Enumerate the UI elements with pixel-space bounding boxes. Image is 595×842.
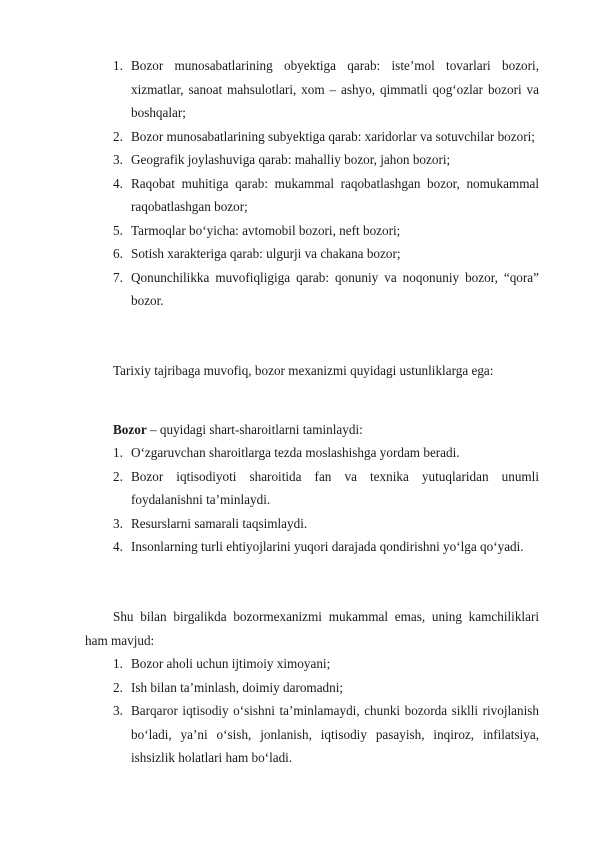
list-item-text: Bozor munosabatlarining subyektiga qarab: xaridorlar va sotuvchilar bozori;: [131, 128, 535, 144]
list-item-text: Ish bilan ta’minlash, doimiy daromadni;: [131, 679, 344, 695]
list-number: 1.: [113, 58, 123, 73]
list-item: [113, 242, 539, 266]
list-item: [113, 266, 539, 313]
advantages-intro-paragraph: Tarixiy tajribaga muvofiq, bozor mexanizmi quyidagi ustunliklarga ega:: [113, 363, 494, 378]
list-number: 7.: [113, 269, 123, 285]
list-item: [113, 148, 539, 172]
list-item: [113, 125, 539, 149]
list-item-text: Sotish xarakteriga qarab: ulgurji va chakana bozor;: [131, 246, 401, 261]
list-number: 2.: [113, 468, 123, 484]
list-number: 3.: [113, 152, 123, 167]
list-number: 1.: [113, 656, 123, 671]
paragraph-text: – quyidagi shart-sharoitlarni taminlaydi:: [146, 422, 363, 437]
list-number: 4.: [113, 175, 123, 191]
list-item-text: Tarmoqlar bo‘yicha: avtomobil bozori, neft bozori;: [131, 222, 401, 238]
list-item: [113, 676, 539, 700]
list-item: [113, 441, 539, 465]
market-advantages-list: [113, 441, 539, 559]
list-item-text: Geografik joylashuviga qarab: mahalliy bozor, jahon bozori;: [131, 152, 451, 167]
list-number: 1.: [113, 445, 123, 460]
list-item-text: Bozor munosabatlarining obyektiga qarab: iste’mol tovarlari bozori, xizmatlar, sanoat mahsulotlari, xom – ashyo, qimmatli qog‘ozlar bozori va boshqalar;: [131, 58, 539, 120]
list-item-text: Bozor aholi uchun ijtimoiy ximoyani;: [131, 656, 331, 671]
list-number: 2.: [113, 679, 123, 695]
bold-term: Bozor: [113, 422, 147, 437]
list-item-text: Qonunchilikka muvofiqligiga qarab: qonuniy va noqonuniy bozor, “qora” bozor.: [131, 269, 539, 308]
list-item-text: Barqaror iqtisodiy o‘sishni ta’minlamaydi, chunki bozorda siklli rivojlanish bo‘ladi, ya’ni o‘sish, jonlanish, iqtisodiy pasayish, inqiroz, infilatsiya, ishsizlik holatlari ham bo‘ladi.: [131, 703, 539, 765]
list-item: [113, 512, 539, 536]
list-number: 3.: [113, 515, 123, 531]
market-classification-list: [113, 54, 539, 313]
list-item: [113, 535, 539, 559]
list-number: 3.: [113, 703, 123, 718]
list-item: [113, 54, 539, 125]
list-item-text: Bozor iqtisodiyoti sharoitida fan va texnika yutuqlaridan unumli foydalanishni ta’minlaydi.: [131, 468, 539, 507]
list-item: [113, 699, 539, 770]
market-definition-paragraph: [85, 418, 539, 442]
list-item: [113, 465, 539, 512]
list-item: [113, 652, 539, 676]
market-shortcomings-list: [113, 652, 539, 770]
list-number: 5.: [113, 222, 123, 238]
list-item: [113, 172, 539, 219]
list-item: [113, 219, 539, 243]
list-number: 6.: [113, 246, 123, 261]
list-item-text: Resurslarni samarali taqsimlaydi.: [131, 515, 308, 531]
list-number: 4.: [113, 539, 123, 554]
shortcomings-intro-paragraph: Shu bilan birgalikda bozormexanizmi mukammal emas, uning kamchiliklari ham mavjud:: [85, 609, 539, 648]
list-item-text: Raqobat muhitiga qarab: mukammal raqobatlashgan bozor, nomukammal raqobatlashgan bozor;: [131, 175, 539, 214]
list-number: 2.: [113, 128, 123, 144]
list-item-text: Insonlarning turli ehtiyojlarini yuqori darajada qondirishni yo‘lga qo‘yadi.: [131, 539, 524, 554]
list-item-text: O‘zgaruvchan sharoitlarga tezda moslashishga yordam beradi.: [131, 445, 460, 460]
